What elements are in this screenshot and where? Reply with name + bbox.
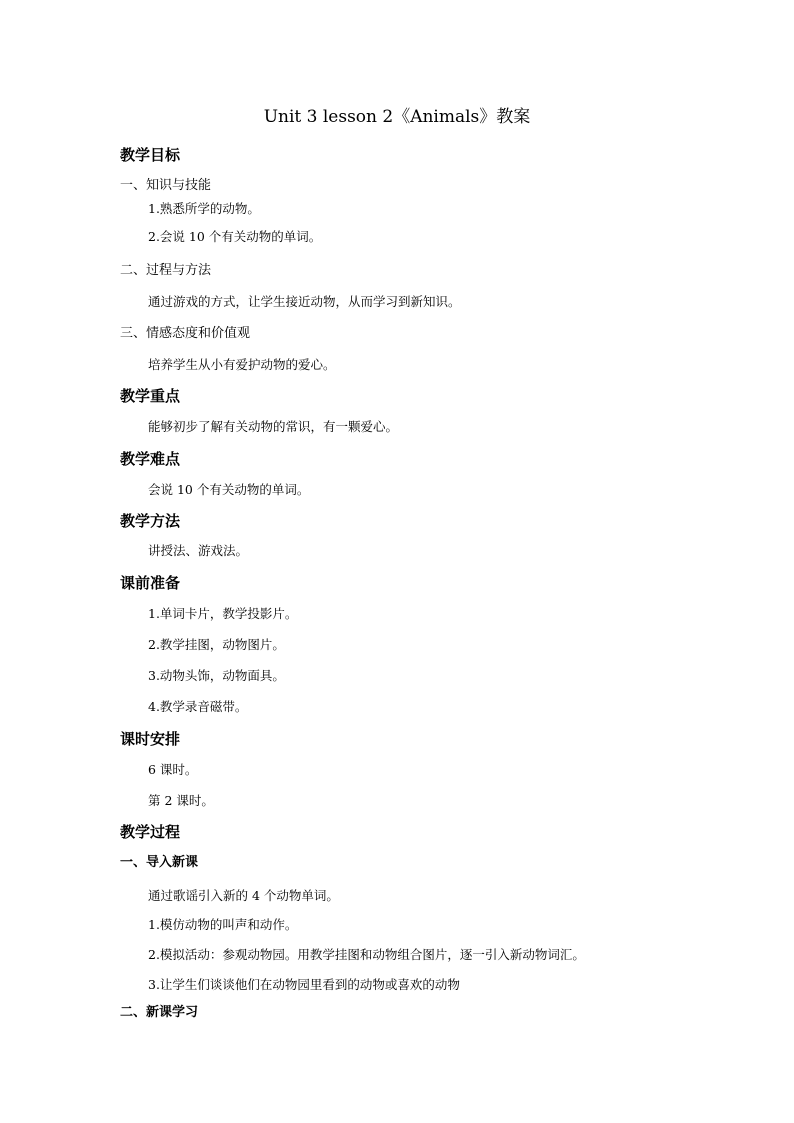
list-item: 2.模拟活动：参观动物园。用教学挂图和动物组合图片，逐一引入新动物词汇。 [148, 947, 585, 962]
list-item: 1.模仿动物的叫声和动作。 [148, 917, 298, 932]
section-heading-preparation: 课前准备 [120, 574, 181, 592]
paragraph: 第 2 课时。 [148, 793, 214, 808]
list-item: 3.动物头饰，动物面具。 [148, 668, 285, 683]
paragraph: 2.会说 10 个有关动物的单词。 [148, 229, 322, 244]
paragraph: 6 课时。 [148, 762, 198, 777]
section-heading-difficulties: 教学难点 [120, 450, 181, 468]
subheading-attitude-values: 三、情感态度和价值观 [120, 326, 251, 341]
list-item: 2.教学挂图，动物图片。 [148, 637, 285, 652]
paragraph: 会说 10 个有关动物的单词。 [148, 482, 310, 497]
subheading-new-lesson: 二、新课学习 [120, 1005, 199, 1020]
document-title: Unit 3 lesson 2《Animals》教案 [263, 107, 531, 127]
list-item: 1.单词卡片，教学投影片。 [148, 606, 298, 621]
section-heading-schedule: 课时安排 [120, 730, 181, 748]
paragraph: 讲授法、游戏法。 [148, 543, 249, 558]
list-item: 4.教学录音磁带。 [148, 699, 248, 714]
section-heading-methods: 教学方法 [120, 512, 181, 530]
paragraph: 通过歌谣引入新的 4 个动物单词。 [148, 888, 339, 903]
list-item: 3.让学生们谈谈他们在动物园里看到的动物或喜欢的动物 [148, 977, 460, 992]
paragraph: 通过游戏的方式，让学生接近动物，从而学习到新知识。 [148, 294, 461, 309]
paragraph: 能够初步了解有关动物的常识，有一颗爱心。 [148, 419, 399, 434]
subheading-process-method: 二、过程与方法 [120, 263, 212, 278]
paragraph: 1.熟悉所学的动物。 [148, 201, 260, 216]
section-heading-key-points: 教学重点 [120, 387, 181, 405]
subheading-knowledge-skills: 一、知识与技能 [120, 178, 212, 193]
section-heading-objectives: 教学目标 [120, 146, 181, 164]
section-heading-procedure: 教学过程 [120, 823, 181, 841]
subheading-introduction: 一、导入新课 [120, 855, 199, 870]
paragraph: 培养学生从小有爱护动物的爱心。 [148, 357, 336, 372]
